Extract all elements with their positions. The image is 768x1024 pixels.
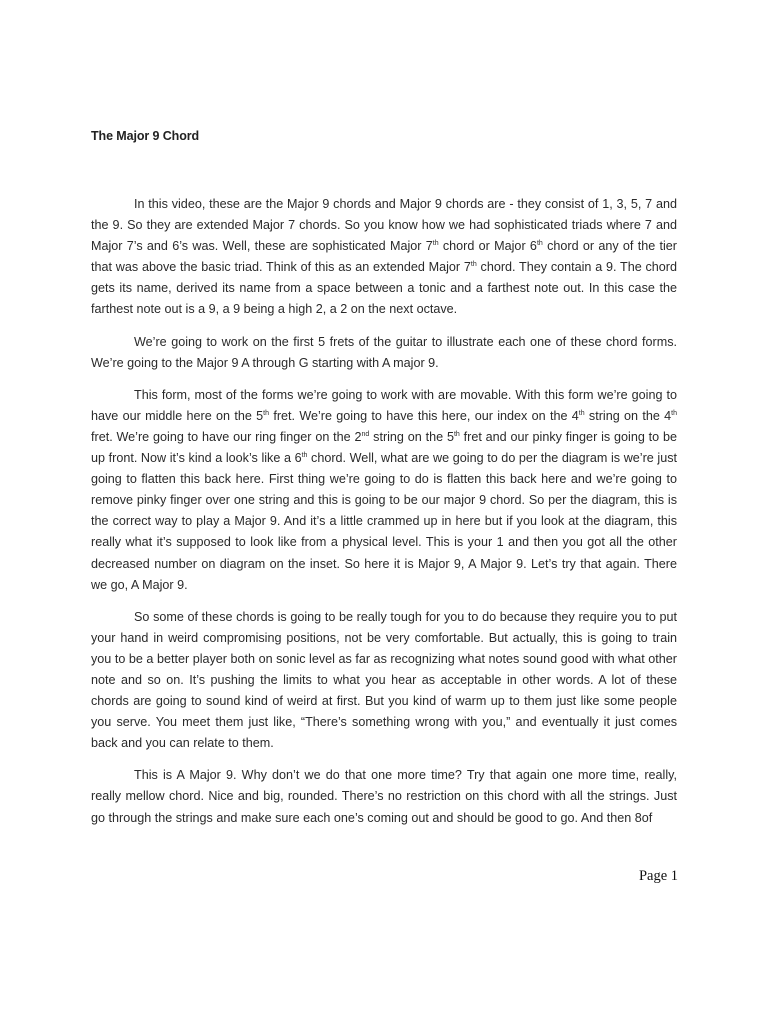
- text-run: string on the 5: [369, 429, 454, 444]
- text-run: This is A Major 9. Why don’t we do that one more time? Try that again one more time, really, really mellow chord. Nice and big, rounded. There’s no restriction on this chord with all the strings. Just go through the strings and make sure each one’s coming out and should be good to go. And then 8of: [91, 768, 677, 825]
- superscript-text: th: [432, 240, 439, 248]
- text-run: chord. Well, what are we going to do per the diagram is we’re just going to flatten this back here. First thing we’re going to do is flatten this back here and we’re going to remove pinky finger over one string and this is going to be our major 9 chord. So per the diagram, this is the correct way to play a Major 9. And it’s a little crammed up in here but if you look at the diagram, this really what it’s supposed to look like from a physical level. This is your 1 and then you got all the other decreased number on diagram on the inset. So here it is Major 9, A Major 9. Let’s try that again. There we go, A Major 9.: [91, 451, 677, 592]
- superscript-text: th: [301, 452, 308, 460]
- superscript-text: th: [263, 409, 270, 417]
- text-run: fret. We’re going to have our ring finger on the 2: [91, 429, 362, 444]
- superscript-text: th: [671, 409, 677, 417]
- superscript-text: th: [470, 261, 477, 269]
- document-body: [91, 194, 677, 840]
- page-number: Page 1: [638, 868, 678, 884]
- text-run: fret. We’re going to have this here, our index on the 4: [269, 408, 579, 423]
- text-run: So some of these chords is going to be really tough for you to do because they require you to put your hand in weird compromising positions, not be very comfortable. But actually, this is going to train you to be a better player both on sonic level as far as recognizing what notes sound good with what other note and so on. It’s pushing the limits to what you hear as acceptable in other words. A lot of these chords are going to sound kind of weird at first. But you kind of warm up to them just like some people you serve. You meet them just like, “There’s something wrong with you,” and eventually it just comes back and you can relate to them.: [91, 609, 677, 751]
- document-title: The Major 9 Chord: [91, 129, 200, 143]
- text-run: string on the 4: [584, 408, 672, 423]
- paragraph: [91, 765, 677, 828]
- text-run: We’re going to work on the first 5 frets of the guitar to illustrate each one of these chord forms. We’re going to the Major 9 A through G starting with A major 9.: [91, 334, 677, 370]
- paragraph: [91, 607, 677, 755]
- text-run: In this video, these are the Major 9 chords and Major 9 chords are - they consist of 1, 3, 5, 7 and the 9. So they are extended Major 7 chords. So you know how we had sophisticated triads where 7 and Major 7’s and 6’s was. Well, these are sophisticated Major 7: [91, 197, 677, 254]
- text-run: fret and our pinky finger is going to be up front. Now it’s kind a look’s like a 6: [91, 429, 677, 466]
- paragraph: [91, 332, 677, 374]
- text-run: This form, most of the forms we’re going to work with are movable. With this form we’re going to have our middle here on the 5: [91, 387, 677, 423]
- text-run: chord. They contain a 9. The chord gets its name, derived its name from a space between a tonic and a farthest note out. In this case the farthest note out is a 9, a 9 being a high 2, a 2 on the next octave.: [91, 260, 677, 317]
- text-run: chord or any of the tier that was above the basic triad. Think of this as an extended Major 7: [91, 239, 677, 275]
- text-run: chord or Major 6: [438, 239, 537, 254]
- superscript-text: nd: [361, 430, 370, 438]
- superscript-text: th: [453, 430, 460, 438]
- paragraph: [91, 194, 677, 321]
- superscript-text: th: [536, 240, 543, 248]
- superscript-text: th: [578, 409, 585, 417]
- paragraph: [91, 385, 677, 596]
